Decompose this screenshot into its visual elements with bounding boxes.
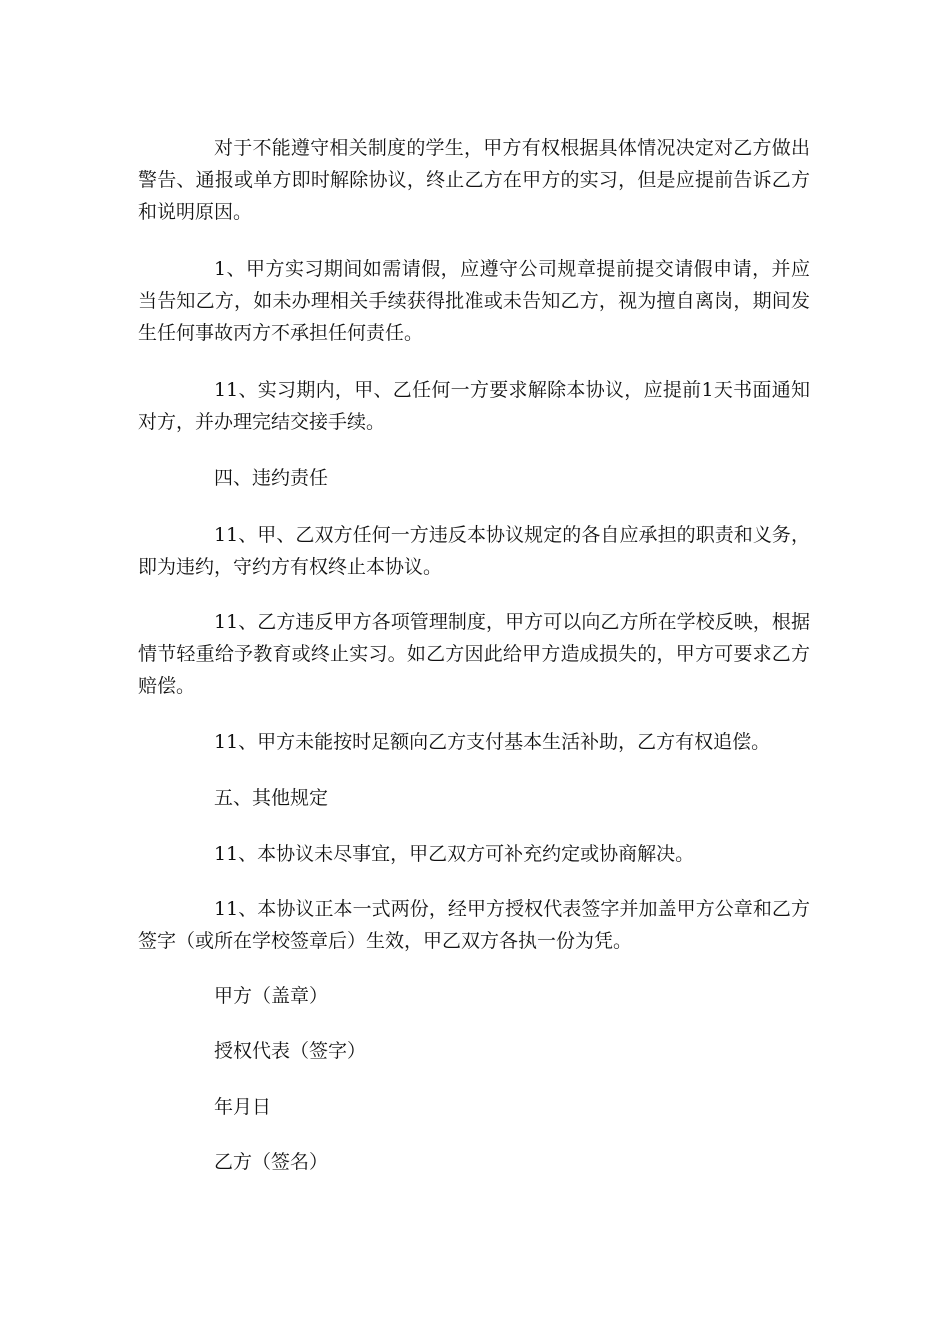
signature-authorized-rep: 授权代表（签字） <box>214 1040 367 1062</box>
paragraph-allowance-recovery: 11、甲方未能按时足额向乙方支付基本生活补助，乙方有权追偿。 <box>214 731 771 753</box>
paragraph-dismissal-terms: 对于不能遵守相关制度的学生，甲方有权根据具体情况决定对乙方做出警告、通报或单方即时解除协议，终止乙方在甲方的实习，但是应提前告诉乙方和说明原因。 <box>138 137 810 223</box>
signature-party-b: 乙方（签名） <box>214 1151 329 1173</box>
paragraph-copies-effect: 11、本协议正本一式两份，经甲方授权代表签字并加盖甲方公章和乙方签字（或所在学校签章后）生效，甲乙双方各执一份为凭。 <box>138 898 810 952</box>
paragraph-rule-violation: 11、乙方违反甲方各项管理制度，甲方可以向乙方所在学校反映，根据情节轻重给予教育或终止实习。如乙方因此给甲方造成损失的，甲方可要求乙方赔偿。 <box>138 611 810 697</box>
paragraph-leave-request: 1、甲方实习期间如需请假，应遵守公司规章提前提交请假申请，并应当告知乙方，如未办理相关手续获得批准或未告知乙方，视为擅自离岗，期间发生任何事故丙方不承担任何责任。 <box>138 258 810 344</box>
signature-party-a-seal: 甲方（盖章） <box>214 985 329 1007</box>
paragraph-supplementary: 11、本协议未尽事宜，甲乙双方可补充约定或协商解决。 <box>214 843 695 865</box>
paragraph-breach-definition: 11、甲、乙双方任何一方违反本协议规定的各自应承担的职责和义务，即为违约，守约方有权终止本协议。 <box>138 524 810 578</box>
paragraph-termination-notice: 11、实习期内，甲、乙任何一方要求解除本协议，应提前1天书面通知对方，并办理完结交接手续。 <box>138 379 810 433</box>
section-heading-other: 五、其他规定 <box>214 787 329 809</box>
signature-date: 年月日 <box>214 1096 272 1118</box>
section-heading-breach: 四、违约责任 <box>214 467 329 489</box>
